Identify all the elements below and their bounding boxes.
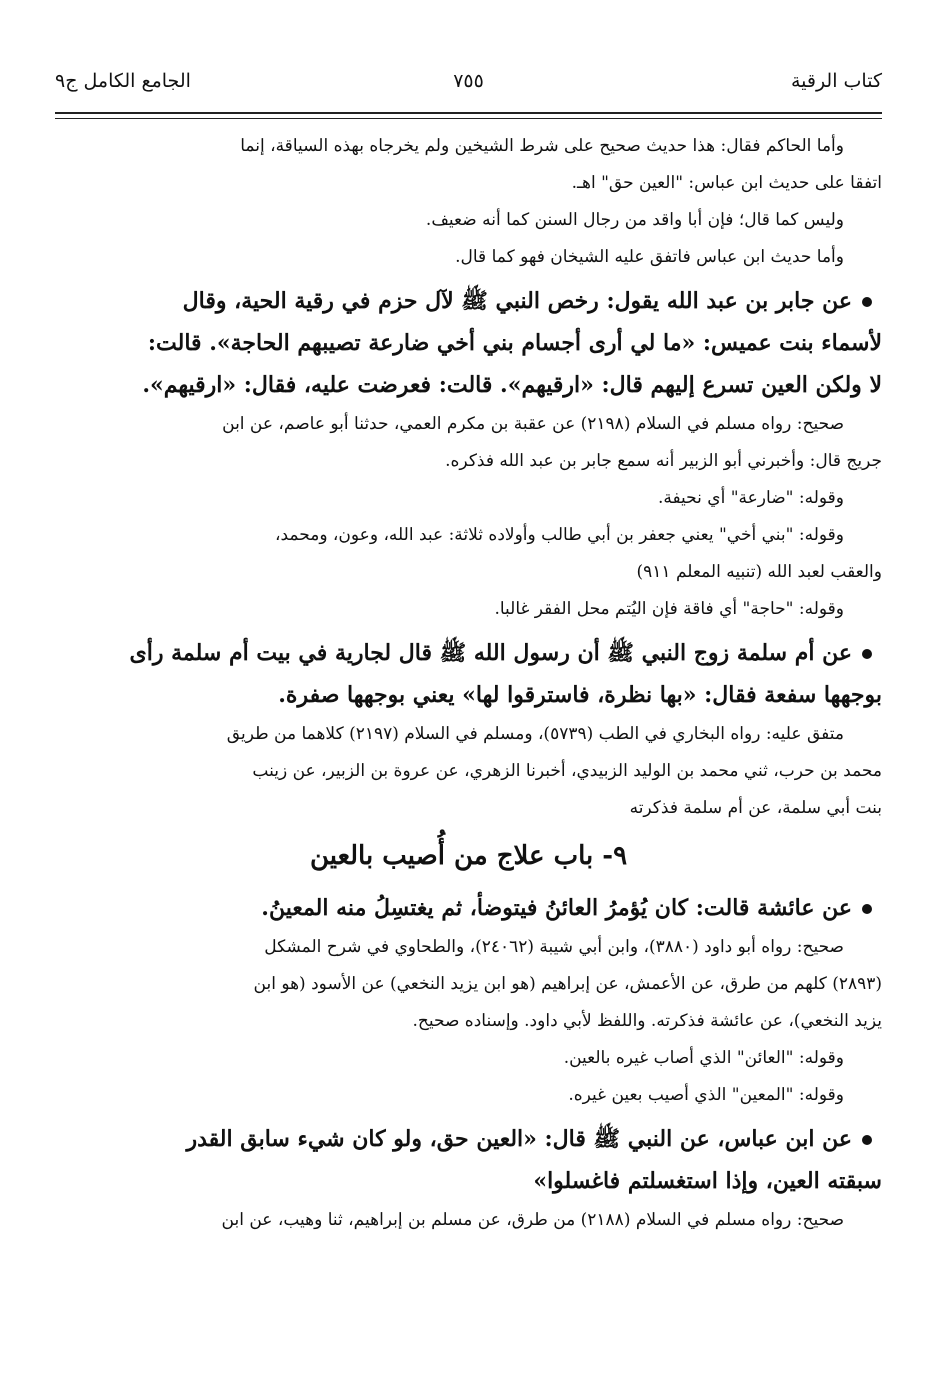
bullet-icon <box>862 904 872 914</box>
running-header-book: الجامع الكامل ج٩ <box>55 70 191 92</box>
hadith-block <box>55 887 882 929</box>
hadith-line: عن ابن عباس، عن النبي ﷺ قال: «العين حق، ولو كان شيء سابق القدر <box>55 1118 882 1160</box>
bullet-icon <box>862 1135 872 1145</box>
text-line: وأما الحاكم فقال: هذا حديث صحيح على شرط الشيخين ولم يخرجاه بهذه السياقة، إنما <box>240 136 844 156</box>
takhrij-block <box>55 1202 882 1239</box>
page-number: ٧٥٥ <box>453 70 484 92</box>
text-line: اتفقا على حديث ابن عباس: "العين حق" اهـ. <box>571 173 882 193</box>
hadith-block <box>55 632 882 716</box>
hadith-line: عن أم سلمة زوج النبي ﷺ أن رسول الله ﷺ قال لجارية في بيت أم سلمة رأى <box>55 632 882 674</box>
text-line: وليس كما قال؛ فإن أبا واقد من رجال السنن كما أنه ضعيف. <box>425 210 844 230</box>
text-line: وقوله: "بني أخي" يعني جعفر بن أبي طالب وأولاده ثلاثة: عبد الله، وعون، ومحمد، <box>275 525 844 545</box>
hadith-block <box>55 1118 882 1202</box>
commentary-block <box>55 128 882 276</box>
hadith-line: عن عائشة قالت: كان يُؤمرُ العائنُ فيتوضأ، ثم يغتسِلُ منه المعينُ. <box>55 887 882 929</box>
text-line: يزيد النخعي)، عن عائشة فذكرته. واللفظ لأبي داود. وإسناده صحيح. <box>412 1011 882 1031</box>
section-title: ٩- باب علاج من أُصيب بالعين <box>309 841 628 871</box>
header-rule-thick <box>55 112 882 114</box>
hadith-line: سبقته العين، وإذا استغسلتم فاغسلوا» <box>533 1168 882 1194</box>
page-body <box>55 128 882 1239</box>
text-line: صحيح: رواه مسلم في السلام (٢١٩٨) عن عقبة بن مكرم العمي، حدثنا أبو عاصم، عن ابن <box>222 414 844 434</box>
text-line: والعقب لعبد الله (تنبيه المعلم ٩١١) <box>636 562 882 582</box>
text-line: صحيح: رواه أبو داود (٣٨٨٠)، وابن أبي شيبة (٢٤٠٦٢)، والطحاوي في شرح المشكل <box>264 937 844 957</box>
text-line: صحيح: رواه مسلم في السلام (٢١٨٨) من طرق، عن مسلم بن إبراهيم، ثنا وهيب، عن ابن <box>221 1210 844 1230</box>
running-header-chapter: كتاب الرقية <box>790 70 882 92</box>
text-line: متفق عليه: رواه البخاري في الطب (٥٧٣٩)، ومسلم في السلام (٢١٩٧) كلاهما من طريق <box>226 724 844 744</box>
bullet-icon <box>862 649 872 659</box>
hadith-line: لأسماء بنت عميس: «ما لي أرى أجسام بني أخي ضارعة تصيبهم الحاجة». قالت: <box>147 330 882 356</box>
takhrij-block <box>55 929 882 1114</box>
bullet-icon <box>862 297 872 307</box>
takhrij-block <box>55 406 882 628</box>
hadith-block <box>55 280 882 406</box>
text-line: محمد بن حرب، ثني محمد بن الوليد الزبيدي، أخبرنا الزهري، عن عروة بن الزبير، عن زينب <box>252 761 882 781</box>
hadith-line: عن جابر بن عبد الله يقول: رخص النبي ﷺ لآل حزم في رقية الحية، وقال <box>55 280 882 322</box>
hadith-line: بوجهها سفعة فقال: «بها نظرة، فاسترقوا لها» يعني بوجهها صفرة. <box>278 682 882 708</box>
text-line: وقوله: "المعين" الذي أصيب بعين غيره. <box>568 1085 844 1105</box>
text-line: بنت أبي سلمة، عن أم سلمة فذكرته <box>629 798 882 818</box>
hadith-line: لا ولكن العين تسرع إليهم قال: «ارقيهم». قالت: فعرضت عليه، فقال: «ارقيهم». <box>142 372 882 398</box>
header-rule-thin <box>55 118 882 119</box>
text-line: وأما حديث ابن عباس فاتفق عليه الشيخان فهو كما قال. <box>455 247 844 267</box>
takhrij-block <box>55 716 882 827</box>
text-line: (٢٨٩٣) كلهم من طرق، عن الأعمش، عن إبراهيم (هو ابن يزيد النخعي) عن الأسود (هو ابن <box>253 974 882 994</box>
text-line: وقوله: "ضارعة" أي نحيفة. <box>657 488 844 508</box>
text-line: جريج قال: وأخبرني أبو الزبير أنه سمع جابر بن عبد الله فذكره. <box>445 451 882 471</box>
text-line: وقوله: "العائن" الذي أصاب غيره بالعين. <box>563 1048 844 1068</box>
text-line: وقوله: "حاجة" أي فاقة فإن اليُتم محل الفقر غالبا. <box>494 599 844 619</box>
